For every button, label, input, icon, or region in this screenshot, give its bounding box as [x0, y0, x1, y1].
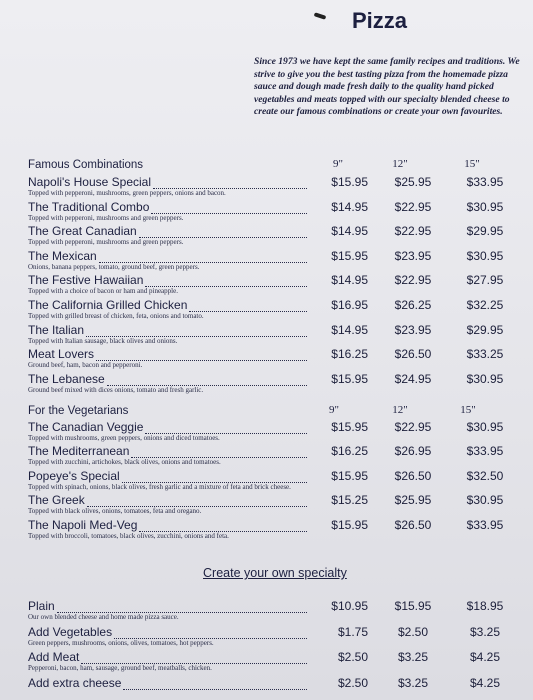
- size-header-9: 9": [333, 158, 343, 170]
- price-12-inch: $3.25: [397, 650, 429, 665]
- menu-item-description: Topped with mushrooms, green peppers, onions and diced tomatoes.: [28, 434, 220, 442]
- menu-item-name: Meat Lovers: [28, 347, 95, 362]
- price-15-inch: $30.95: [466, 371, 504, 386]
- leader-dots: [57, 599, 307, 613]
- price-15-inch: $32.50: [466, 468, 504, 483]
- price-15-inch: $4.25: [469, 675, 501, 690]
- leader-dots: [99, 249, 307, 263]
- price-9-inch: $15.95: [331, 371, 368, 386]
- intro-text: Since 1973 we have kept the same family recipes and traditions. We strive to give you the best tasting pizza from the homemade pizza sauce and dough made fresh daily to the quality hand picked vegetables and meats topped with our specialty blended cheese to create our famous combinations or create your own favourites.: [254, 56, 520, 117]
- price-12-inch: $22.95: [394, 273, 432, 288]
- price-15-inch: $33.95: [466, 444, 504, 459]
- leader-dots: [145, 273, 307, 287]
- menu-item-name: Napoli's House Special: [28, 175, 152, 189]
- menu-item-name: Plain: [28, 599, 55, 613]
- leader-dots: [114, 625, 307, 639]
- leader-dots: [107, 372, 307, 386]
- price-9-inch: $15.25: [331, 493, 368, 508]
- price-12-inch: $15.95: [394, 599, 432, 613]
- price-12-inch: $3.25: [397, 675, 429, 690]
- price-12-inch: $26.95: [394, 444, 432, 459]
- menu-item-name: The Italian: [28, 322, 85, 337]
- menu-item-description: Onions, banana peppers, tomato, ground beef, green peppers.: [28, 262, 200, 271]
- menu-item-name: The Lebanese: [28, 371, 105, 386]
- leader-dots: [151, 200, 307, 214]
- menu-item-name: The Traditional Combo: [28, 199, 150, 214]
- price-15-inch: $29.95: [466, 224, 504, 239]
- price-9-inch: $16.95: [331, 298, 368, 312]
- price-9-inch: $2.50: [337, 650, 368, 665]
- price-9-inch: $15.95: [331, 517, 368, 532]
- price-15-inch: $30.95: [466, 493, 504, 508]
- price-12-inch: $24.95: [394, 371, 432, 386]
- menu-item-description: Ground beef mixed with dices onions, tomato and fresh garlic.: [28, 385, 204, 394]
- price-9-inch: $1.75: [337, 624, 368, 639]
- price-12-inch: $26.50: [394, 347, 432, 362]
- price-9-inch: $14.95: [331, 224, 368, 239]
- price-15-inch: $27.95: [466, 273, 504, 288]
- leader-dots: [139, 518, 307, 532]
- menu-item-description: Topped with a choice of bacon or ham and pineapple.: [28, 287, 178, 296]
- menu-item-name: The Great Canadian: [28, 224, 137, 239]
- menu-item-description: Ground beef, ham, bacon and pepperoni.: [28, 361, 143, 370]
- price-9-inch: $14.95: [331, 273, 368, 288]
- leader-dots: [139, 224, 307, 238]
- menu-item-description: Topped with Italian sausage, black olives and onions.: [28, 336, 178, 345]
- price-12-inch: $25.95: [394, 493, 432, 508]
- menu-item-name: Add Vegetables: [28, 624, 113, 639]
- price-12-inch: $22.95: [394, 420, 432, 434]
- price-15-inch: $29.95: [466, 322, 504, 337]
- menu-item-description: Topped with pepperoni, mushrooms and green peppers.: [28, 238, 184, 247]
- menu-item-name: Add Meat: [28, 650, 80, 665]
- price-12-inch: $26.25: [394, 298, 432, 312]
- price-9-inch: $15.95: [331, 175, 368, 189]
- price-15-inch: $33.25: [466, 347, 504, 362]
- leader-dots: [123, 676, 307, 690]
- price-15-inch: $32.25: [466, 298, 504, 312]
- section-heading-vegetarian: For the Vegetarians: [28, 405, 129, 417]
- price-15-inch: $33.95: [466, 517, 504, 532]
- price-15-inch: $3.25: [469, 624, 501, 639]
- price-15-inch: $30.95: [466, 248, 504, 263]
- size-header-12: 12": [392, 158, 408, 170]
- menu-item-description: Topped with zucchini, artichokes, black olives, onions and tomatoes.: [28, 458, 221, 467]
- price-9-inch: $14.95: [331, 199, 368, 214]
- price-12-inch: $23.95: [394, 322, 432, 337]
- leader-dots: [145, 420, 307, 434]
- menu-item-description: Our own blended cheese and home made pizza sauce.: [28, 613, 179, 621]
- menu-item-description: Topped with spinach, onions, black olives, fresh garlic and a mixture of feta and brick cheese.: [28, 482, 291, 491]
- leader-dots: [189, 298, 307, 312]
- menu-item-name: The Festive Hawaiian: [28, 273, 144, 288]
- menu-item-name: Popeye's Special: [28, 468, 120, 483]
- leader-dots: [122, 469, 307, 483]
- menu-item-name: The Canadian Veggie: [28, 420, 144, 434]
- menu-item-description: Green peppers, mushrooms, onions, olives, tomatoes, hot peppers.: [28, 638, 214, 647]
- menu-item-name: Add extra cheese: [28, 675, 122, 690]
- leader-dots: [81, 650, 307, 664]
- page-title: Pizza: [352, 8, 408, 33]
- price-9-inch: $16.25: [331, 444, 368, 459]
- menu-item-name: The Mexican: [28, 248, 97, 263]
- size-header-9-veg: 9": [329, 404, 339, 416]
- menu-item-name: The California Grilled Chicken: [28, 298, 188, 312]
- price-15-inch: $30.95: [466, 420, 504, 434]
- leader-dots: [86, 323, 307, 337]
- price-15-inch: $33.95: [466, 175, 504, 189]
- size-header-15-veg: 15": [460, 404, 476, 416]
- menu-item-description: Topped with grilled breast of chicken, feta, onions and tomato.: [28, 312, 204, 320]
- menu-item-description: Topped with broccoli, tomatoes, black olives, zucchini, onions and feta.: [28, 531, 229, 540]
- menu-item-description: Topped with black olives, onions, tomatoes, feta and oregano.: [28, 507, 202, 516]
- menu-item-name: The Mediterranean: [28, 444, 130, 459]
- size-header-15: 15": [464, 158, 480, 170]
- size-header-12-veg: 12": [392, 404, 408, 416]
- price-15-inch: $30.95: [466, 199, 504, 214]
- decorative-mark: [314, 12, 327, 20]
- price-15-inch: $4.25: [469, 650, 501, 665]
- price-9-inch: $15.95: [331, 468, 368, 483]
- leader-dots: [131, 444, 307, 458]
- menu-item-name: The Greek: [28, 493, 85, 508]
- menu-item-description: Topped with pepperoni, mushrooms, green peppers, onions and bacon.: [28, 189, 226, 197]
- section-heading-custom: Create your own specialty: [203, 566, 347, 580]
- price-12-inch: $25.95: [394, 175, 432, 189]
- price-15-inch: $18.95: [466, 599, 504, 613]
- price-12-inch: $23.95: [394, 248, 432, 263]
- leader-dots: [153, 175, 307, 189]
- leader-dots: [96, 347, 307, 361]
- menu-item-description: Topped with pepperoni, mushrooms and green peppers.: [28, 213, 184, 222]
- section-heading-famous: Famous Combinations: [28, 159, 144, 171]
- menu-item-name: The Napoli Med-Veg: [28, 517, 138, 532]
- menu-item-description: Pepperoni, bacon, ham, sausage, ground beef, meatballs, chicken.: [28, 664, 212, 673]
- price-9-inch: $15.95: [331, 248, 368, 263]
- price-12-inch: $22.95: [394, 199, 432, 214]
- price-9-inch: $16.25: [331, 347, 368, 362]
- price-9-inch: $2.50: [337, 675, 368, 690]
- price-9-inch: $15.95: [331, 420, 368, 434]
- price-12-inch: $22.95: [394, 224, 432, 239]
- price-12-inch: $2.50: [397, 624, 429, 639]
- price-12-inch: $26.50: [394, 517, 432, 532]
- price-9-inch: $14.95: [331, 322, 368, 337]
- leader-dots: [87, 493, 307, 507]
- price-12-inch: $26.50: [394, 468, 432, 483]
- price-9-inch: $10.95: [331, 599, 368, 613]
